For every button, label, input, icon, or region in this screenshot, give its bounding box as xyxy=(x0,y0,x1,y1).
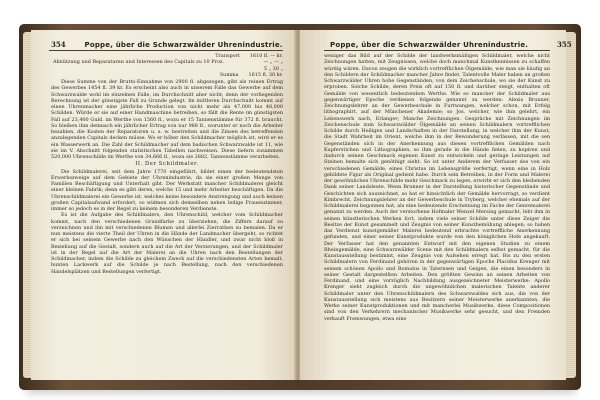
right-page xyxy=(300,30,572,380)
left-running-title: Poppe, über die Schwarzwälder Uhrenindustrie. xyxy=(84,41,283,49)
right-header-rule xyxy=(324,50,550,51)
table-row: Summa 1615 fl. 30 kr. xyxy=(219,71,283,78)
paragraph: Diese Summe von der Brutto-Einnahme von 2900 fl. abgezogen, gibt als reinen Ertrag des Gewerbes 1454 fl. 39 kr. Es erscheint also auch in unserem Falle das Gewerbe auf dem Schwarzwalde wohl im einzelnen Falle, im Durchschnitt aber nicht; denn der vorliegenden Berechnung ist der günstigste Fall zu Grunde gelegt. Im mittleren Durchschnitt kommt auf einen Uhrenmacher eine jährliche Production von nicht mehr als 47,000 bis 48,000 Schilden. Würde er sie auf einer Handmaschine betreiben, so fällt die Rente im günstigsten Fall auf 23,400 Guld. im Werthe von 1560 fl., wozu er 15 Tannenstämme für 372 fl. braucht. So bleiben ihm demnach ein jährlicher Ertrag von nur 988 fl., worunter er noch die Arbeiter bezahlen, die Kosten der Reparaturen u. s. w. bestreiten und die Zinsen des betreffenden anzulegenden Capitals decken müsse. Wo er höher den Schildmacher möglich ist, wird er es ein Wasserwerk an. Die Zahl der Schildmacher auf dem badischen Schwarzwalde ist 11, wie sie im V. Abschnitt folgenden statistischen Tabellen nachweisen. Diese liefern zusammen 520,000 Uhrenschilde im Werthe von 34,666 fl., wozu sie 2882, Tannenstämme verarbeiten. xyxy=(51,79,283,160)
cost-table xyxy=(53,53,283,78)
left-page xyxy=(31,30,297,380)
right-header xyxy=(330,40,572,49)
right-running-title: Poppe, über die Schwarzwälder Uhrenindustrie. xyxy=(330,41,529,49)
paragraph: Die Schildmalerei, seit dem Jahre 1770 eingeführt, bildet einen der bedeutendsten Erwerbszweige auf dem Gebiete der Uhrenindustrie, da sie einer großen Menge von Familien Beschäftigung und Unterhalt gibt. Der Werkstatt mancher Schildmalerei gleicht einer kleinen Fabrik; denn es gibt deren, welche 15 und mehr Arbeiter beschäftigen. Da die Uhrenschildmalerei ein Gewerbe ist, welches keine besondere Anstrengung und auch keinen großen Capitalaufwand erfordert, so widmen sich demselben neben ledige Frauenzimmer, immer so jedoch es in der Regel zu keinem besonderen Verdienste. xyxy=(51,168,283,212)
left-page-number: 354 xyxy=(51,40,66,49)
table-row: 5 „ 30 „ xyxy=(263,65,283,72)
table-row: Abnützung und Reparaturen und Interessen des Capitals zu 10 Proz. — „ — „ xyxy=(53,59,283,66)
section-heading: II. Der Schildmaler. xyxy=(135,161,199,168)
right-page-number: 355 xyxy=(557,40,572,49)
table-row: Transport 1610 fl. — kr. xyxy=(215,53,283,59)
paragraph: weniger das Bild auf der Schilde der landwerksmäßigen Schildmaler, welche nicht Zeichnungen hatten, mit Zeugnissen, welche doch manchmal Kunstkennissen zu schaffen würdig wären. Davon zeugen die wirklich vortrefflichen Ölgemälde, wie man sie häufig an den Schildern der Schildmacher mancher Jahre findet. Talentvolle Maler haben an großen Schwarzwälder Uhren hohe Gegenständen, von dem Zeichenschule, wo sie der Kunst zu erproben. Solche Schilde, deren Preis oft auf 150 fl. und darüber steigt, enthalten oft Gemälde von wesentlich bedeutendem Werthe. Wie so mancher der Schildmaler aus gegenwärtiger Epoche verdienen folgende genannt zu werden: Alexis Brunner, Zeichnungslehrer an der Gewerbeschule in Furtwangen, welcher schon, mit Erfolg lithographirt, auf der Münchener Akademie; so Jos. welcher, wie ihm gelehrt, ein Lebenswerk nach, Erlanger; Manche Zeichnungen. Gespräche mit Zeichnungen im Zeichenschule zum Schwarzwälder Ölgemälde an seinen Schildmalern vortrefflichen Schilde durch Heiligen und Landschaften in der Darstellung, in welcher ihm der Kunst, die Stadt Wahrheit im Orient, welche ihm in der Bewunderung verlässen, mit die sen Gegenständen sich in der Anerkennung aus diesen vortrefflichen Gemälden nach Kupferstichen und Lithographien, so ihm gerade in die Hände fielen, zu kopiren und dadurch seinen Geschmack eigenen Kunst zu entwickeln und geringe Leistungen auf Steinen bemalte sich genöthigt sieht. So ist unter Anderem der Verfasser des von ein verschiedenen Gemälde, eines Christus im Lebensgröße verfertigt, wenn eine in Holz gebildete Figur als Original gedient habe. Durch sein Betreiben, in der Form und Malerei der gewöhnlichen Uhrenschilde mehr Geschmack zu legen, erwirbt er sich den bleibenden Dank seiner Landsleute. Wenn Brunner in der Darstellung historischer Gegenstände und Geschichten sich auszeichnet, so hat er hinsichtlich der Gemälde hervorragt, so verdient Kimbrecht, Zeichnungslehrer an der Gewerbeschule in Tryberg, welcher ehemals auf der Schildmalerei begonnen hat, als eine bedeutende Erscheinung im Fache der Genremalerei genannt zu werden. Auch der verstorbene Hofmaler Wenzel Mersing gemacht, lebt ihm in seinen künstlerischen Werken fort, indem viele seiner Schilde unter diese Zeiger die Besitze der Kunst gesammelt und Zeugnis von seiner Kunstbemühung ablegen; so haben das Verdienst kunstgemäßer Malerei bedeutend erbrachte vortreffliche Anerkennung gefunden, und einer seiner Kunstprodukte wurde von den königlichen Hofe angekauft. Der Verfasser hat den genannten Entwurf mit den eigenen Studien zu einem Rheingemälde, eine Schwarzwälder Scene mit den Schildmalern selbst gemacht, für die Kunstausstellung bestimmt, eine Zeugnis von Aufsehen erregt hat. Bis zu den ersten Schildmalern von Ferdinand gehören in der gegenwärtigen Epoche Placidus Krenger mit seinem schönen Apollo und Romulus in Taternsen und Geigen, die einen besonders in seiner Gestalt dargestellten Arbeiten. Den größten Gewinn an seinen Arbeiten von Ferdinand, und eine vorzüglich Nachbildung ausgezeichneter Meisterwerke: Apollo Krenger sieht zugleich durch die ungewöhnlichen malerischen Talente anderer Schildmaler unter den Uhrenschildmalern des Schwarzwaldes sich aus, die von der Kunstausstellung sich meistens aus Besitzern seiner Meisterwerke anerkannten, die Werke seiner Kunstproduktionen und mit mancherlei Musikwerke, diese Compositionen sind von den Verkehrern mechanischer Musikwerke sehr gesucht, und den Fremden verkauft Fremwungen, etwa eine xyxy=(324,53,550,322)
left-body-text xyxy=(51,79,283,275)
left-header-rule xyxy=(49,50,283,51)
left-header xyxy=(51,40,283,49)
right-body-text xyxy=(324,53,550,322)
paragraph: Es ist die Aufgabe des Schildmalers, den Uhrenschild, welcher vom Schildmacher kommt, nach den verschiedenen Grundfarbe zu überziehen, die Ziffern darauf zu verzeichnen und ihn mit verschiedenen Blumen und allerlei Zierrathen zu bemalen. Da er nun meistens die vierte Theil der Uhren in die Hände der Landmacher übergeht, so richtet er sich bei seinem Gewerbe nach den Wünschen der Händler, und zwar nicht bloß in Beziehung auf die Gestalt, sondern auch auf die Art der Verzierungen, und der Schildmaler ist in der Regel auf die Art der Malerei an die Uhren nach den Bestellungen der Schildmacher, indem die Schilde zu gleichem Zweck auf die verschiedensten Arten bemalt, bunten Lackwerk auf die Schilde je nach Bestellung, nach den verschiedenen Handelsplätzen und Bestellungen verfertigt. xyxy=(51,212,283,275)
page-edges-right xyxy=(566,32,576,378)
